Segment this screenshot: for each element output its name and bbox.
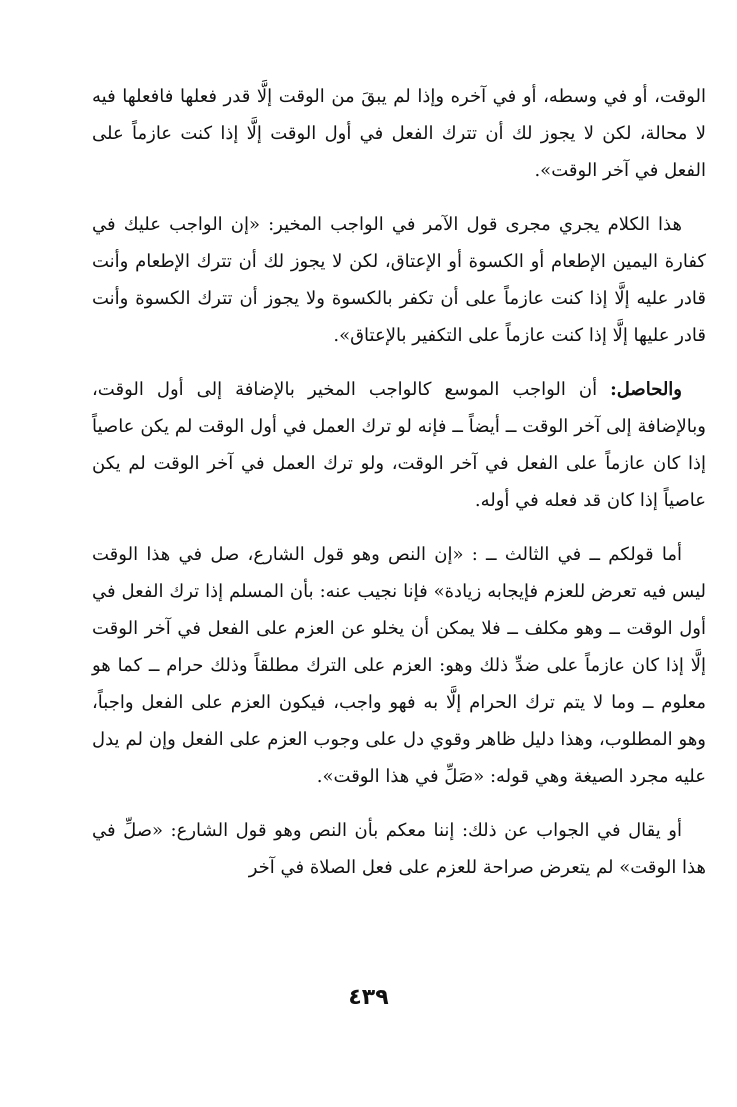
- page-number: ٤٣٩: [348, 985, 389, 1010]
- paragraph-3-lead: والحاصل:: [610, 379, 682, 400]
- paragraph-1-text: الوقت، أو في وسطه، أو في آخره وإذا لم يبقَ من الوقت إلَّا قدر فعلها فافعلها فيه لا محالة، لكن لا يجوز لك أن تترك الفعل في أول الوقت إلَّا إذا كنت عازماً على الفعل في آخر الوقت».: [92, 86, 706, 181]
- paragraph-5-text: أو يقال في الجواب عن ذلك: إننا معكم بأن النص وهو قول الشارع: «صلِّ في هذا الوقت» لم يتعرض صراحة للعزم على فعل الصلاة في آخر: [92, 820, 706, 878]
- paragraph-1: [92, 78, 706, 189]
- page-body: [92, 78, 706, 886]
- paragraph-5: [92, 812, 706, 886]
- paragraph-3-text: أن الواجب الموسع كالواجب المخير بالإضافة إلى أول الوقت، وبالإضافة إلى آخر الوقت ــ أيضاً ــ فإنه لو ترك العمل في أول الوقت لم يكن عاصياً إذا كان عازماً على الفعل في آخر الوقت، ولو ترك العمل في آخر الوقت لم يكن عاصياً إذا كان قد فعله في أوله.: [92, 379, 706, 511]
- paragraph-2: [92, 206, 706, 354]
- paragraph-4: [92, 536, 706, 795]
- paragraph-4-text: أما قولكم ــ في الثالث ــ : «إن النص وهو قول الشارع، صل في هذا الوقت ليس فيه تعرض للعزم فإيجابه زيادة» فإنا نجيب عنه: بأن المسلم إذا ترك الفعل في أول الوقت ــ وهو مكلف ــ فلا يمكن أن يخلو عن العزم على الفعل في آخر الوقت إلَّا إذا كان عازماً على ضدِّ ذلك وهو: العزم على الترك مطلقاً وذلك حرام ــ كما هو معلوم ــ وما لا يتم ترك الحرام إلَّا به فهو واجب، فيكون العزم على الفعل واجباً، وهو المطلوب، وهذا دليل ظاهر وقوي دل على وجوب العزم على الفعل وإن لم يدل عليه مجرد الصيغة وهي قوله: «صَلِّ في هذا الوقت».: [92, 544, 706, 787]
- paragraph-2-text: هذا الكلام يجري مجرى قول الآمر في الواجب المخير: «إن الواجب عليك في كفارة اليمين الإطعام أو الكسوة أو الإعتاق، لكن لا يجوز لك أن تترك الإطعام وأنت قادر عليه إلَّا إذا كنت عازماً على أن تكفر بالكسوة ولا يجوز أن تترك الكسوة وأنت قادر عليها إلَّا إذا كنت عازماً على التكفير بالإعتاق».: [92, 214, 706, 346]
- paragraph-3: [92, 371, 706, 519]
